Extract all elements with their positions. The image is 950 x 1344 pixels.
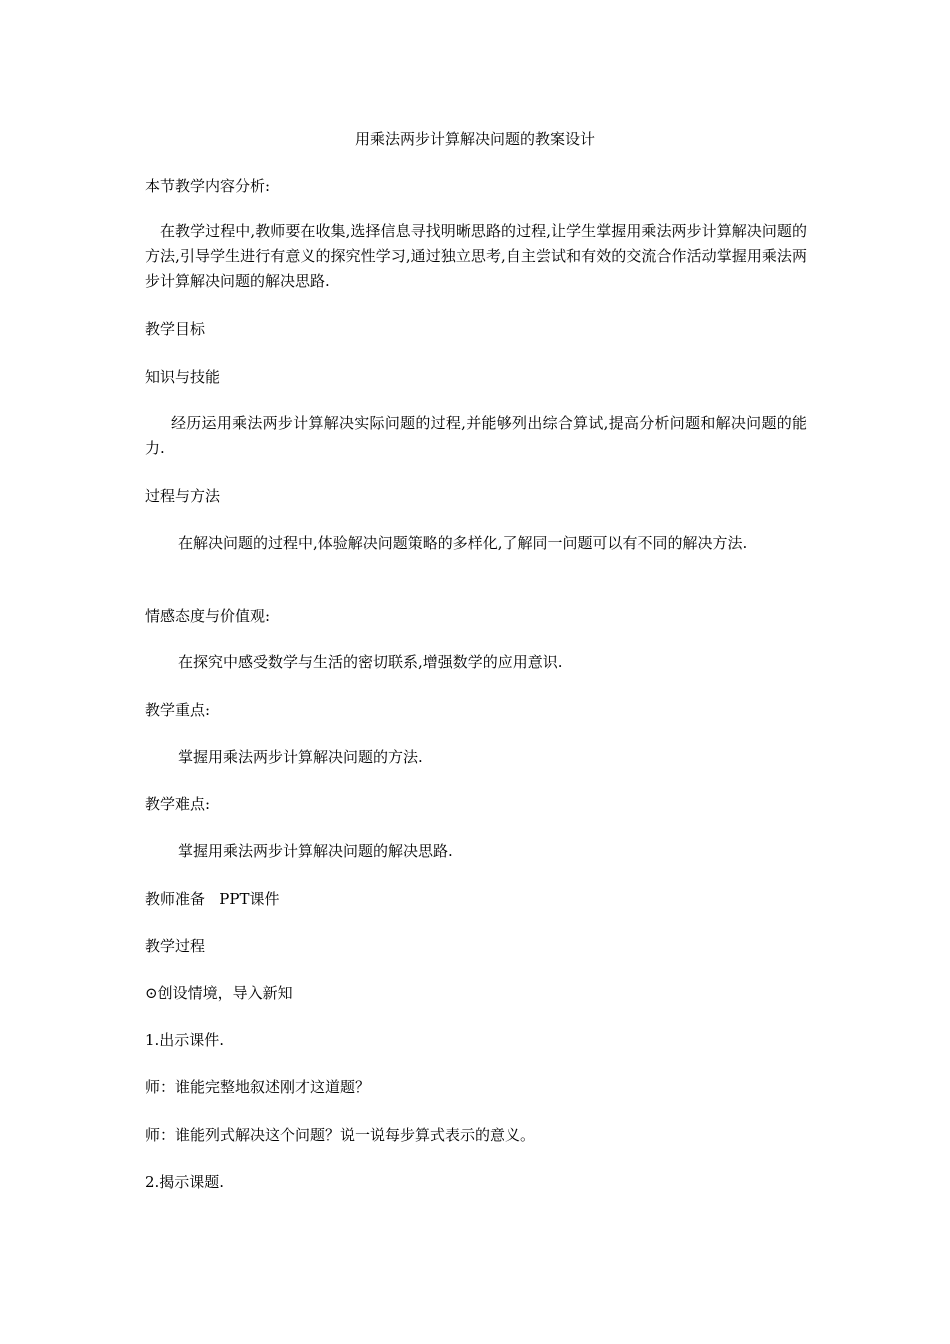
key-points-text: 掌握用乘法两步计算解决问题的方法.	[178, 748, 423, 766]
teacher-question-2: 师：谁能列式解决这个问题？说一说每步算式表示的意义。	[145, 1126, 536, 1144]
knowledge-paragraph: 经历运用乘法两步计算解决实际问题的过程,并能够列出综合算试,提高分析问题和解决问题的能力.	[145, 414, 807, 457]
emotion-heading: 情感态度与价值观:	[145, 607, 271, 625]
teacher-preparation: 教师准备 PPT课件	[145, 890, 280, 908]
process-paragraph: 在解决问题的过程中,体验解决问题策略的多样化,了解同一问题可以有不同的解决方法.	[178, 534, 748, 552]
difficulty-text: 掌握用乘法两步计算解决问题的解决思路.	[178, 842, 453, 860]
list-item-2: 2.揭示课题.	[145, 1173, 225, 1191]
analysis-paragraph: 在教学过程中,教师要在收集,选择信息寻找明晰思路的过程,让学生掌握用乘法两步计算解决问题的方法,引导学生进行有意义的探究性学习,通过独立思考,自主尝试和有效的交流合作活动掌握用乘法两步计算解决问题的解决思路.	[145, 222, 807, 290]
knowledge-heading: 知识与技能	[145, 368, 221, 386]
analysis-heading: 本节教学内容分析:	[145, 177, 271, 195]
procedure-heading: 教学过程	[145, 937, 206, 955]
teacher-question-1: 师：谁能完整地叙述刚才这道题？	[145, 1078, 371, 1096]
list-item-1: 1.出示课件.	[145, 1031, 225, 1049]
difficulty-heading: 教学难点:	[145, 795, 211, 813]
process-heading: 过程与方法	[145, 487, 221, 505]
goals-heading: 教学目标	[145, 320, 206, 338]
emotion-paragraph: 在探究中感受数学与生活的密切联系,增强数学的应用意识.	[178, 653, 563, 671]
document-title: 用乘法两步计算解决问题的教案设计	[354, 130, 595, 148]
step-heading: ⊙创设情境，导入新知	[145, 984, 293, 1002]
key-points-heading: 教学重点:	[145, 701, 211, 719]
